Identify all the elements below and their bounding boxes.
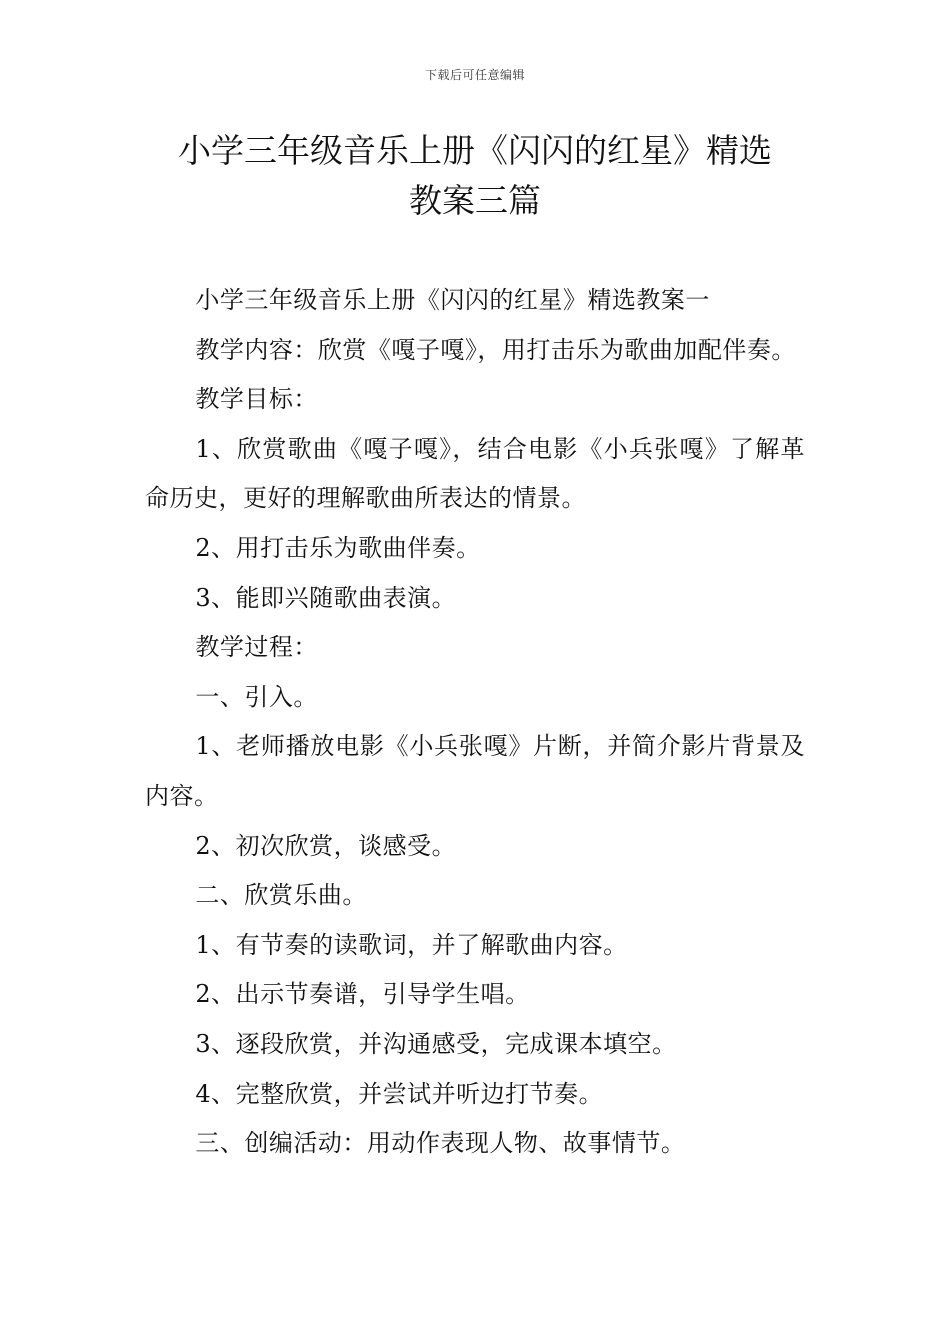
goal-item-3: 3、能即兴随歌曲表演。: [195, 583, 457, 612]
document-body: [145, 276, 805, 1169]
goal-item-1: 1、欣赏歌曲《嘎子嘎》，结合电影《小兵张嘎》了解革命历史，更好的理解歌曲所表达的情景。: [145, 434, 805, 513]
section-appreciation: 二、欣赏乐曲。: [195, 881, 367, 910]
appreciation-step-4: 4、完整欣赏，并尝试并听边打节奏。: [195, 1079, 604, 1108]
title-line-1: 小学三年级音乐上册《闪闪的红星》精选: [178, 131, 772, 170]
section-introduction: 一、引入。: [195, 682, 318, 711]
appreciation-step-1: 1、有节奏的读歌词，并了解歌曲内容。: [195, 930, 628, 959]
teaching-process-heading: 教学过程：: [195, 633, 318, 662]
intro-step-1: 1、老师播放电影《小兵张嘎》片断，并简介影片背景及内容。: [145, 732, 805, 810]
teaching-content-paragraph: 教学内容：欣赏《嘎子嘎》，用打击乐为歌曲加配伴奏。: [195, 335, 796, 364]
goal-item-2: 2、用打击乐为歌曲伴奏。: [195, 533, 481, 562]
appreciation-step-2: 2、出示节奏谱，引导学生唱。: [195, 980, 530, 1009]
subtitle-paragraph: 小学三年级音乐上册《闪闪的红星》精选教案一: [195, 286, 710, 314]
section-creative-activity: 三、创编活动：用动作表现人物、故事情节。: [195, 1129, 686, 1158]
appreciation-step-3: 3、逐段欣赏，并沟通感受，完成课本填空。: [195, 1029, 677, 1058]
intro-step-2: 2、初次欣赏，谈感受。: [195, 831, 457, 860]
document-title: [120, 126, 830, 226]
header-note: 下载后可任意编辑: [424, 68, 525, 82]
teaching-goals-heading: 教学目标：: [195, 385, 318, 414]
title-line-2: 教案三篇: [409, 181, 541, 220]
